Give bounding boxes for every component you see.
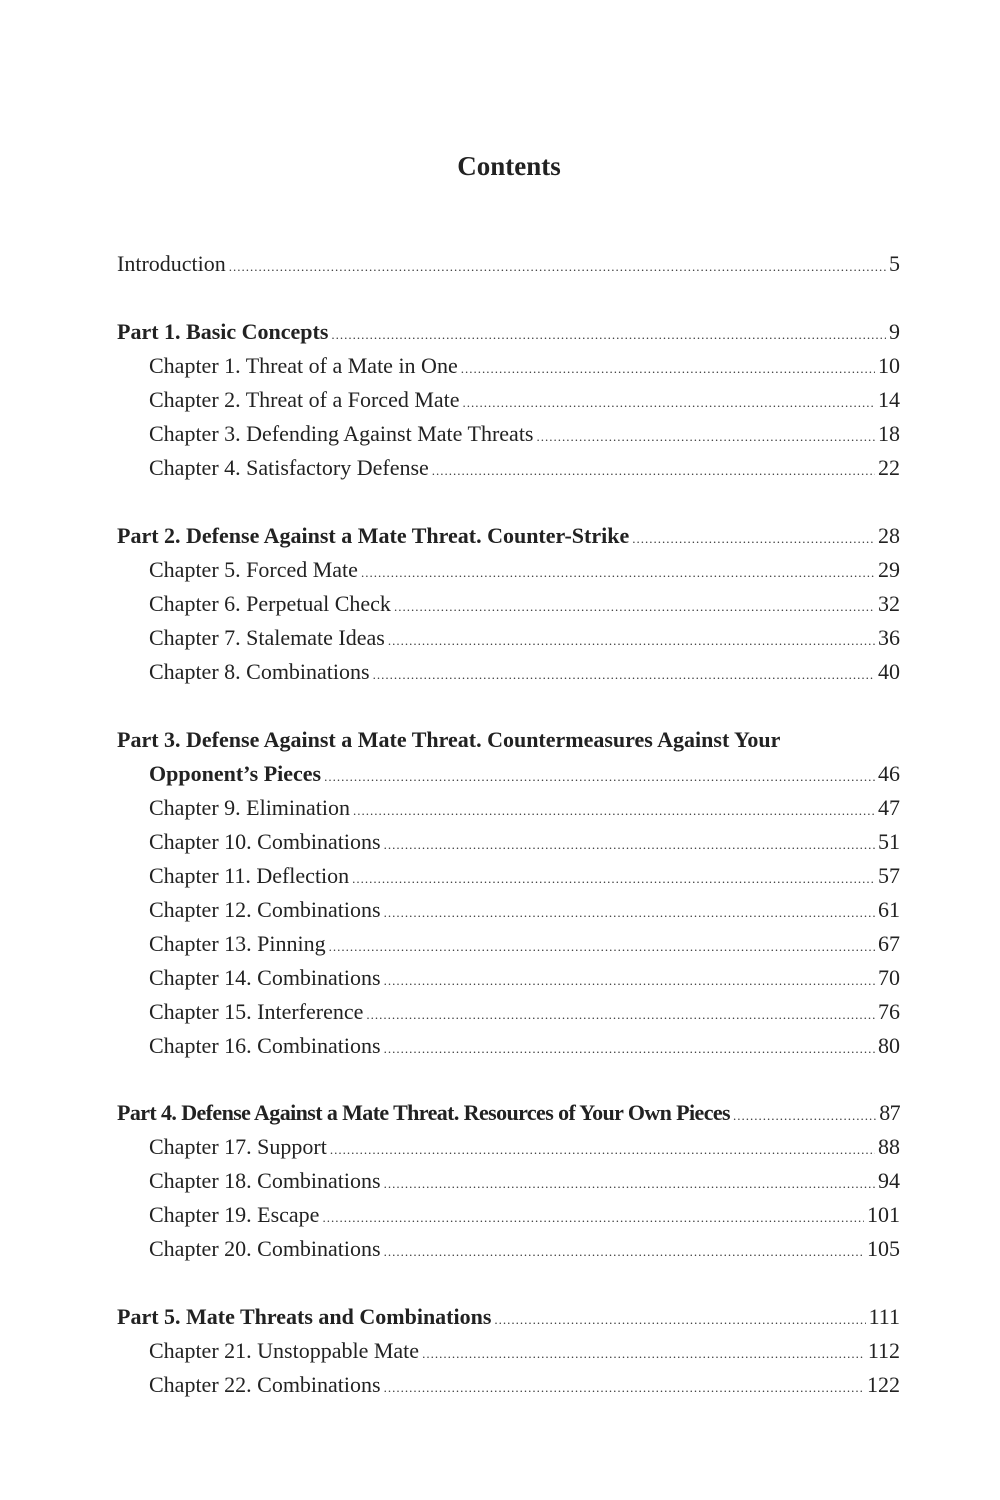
dot-leader (461, 352, 875, 386)
toc-chapter-label: Chapter 22. Combinations (149, 1372, 381, 1397)
toc-page-number: 47 (878, 795, 900, 820)
toc-chapter-label: Chapter 10. Combinations (149, 829, 381, 854)
toc-entry-introduction[interactable] (117, 247, 900, 281)
toc-page-number: 9 (889, 319, 900, 344)
dot-leader (422, 1337, 865, 1371)
dot-leader (432, 454, 875, 488)
toc-chapter-16[interactable] (149, 1029, 900, 1063)
dot-leader (494, 1303, 865, 1337)
toc-chapter-label: Chapter 9. Elimination (149, 795, 351, 820)
dot-leader (632, 522, 875, 556)
toc-chapter-label: Chapter 20. Combinations (149, 1236, 381, 1261)
toc-part-3-heading[interactable]: Part 3. Defense Against a Mate Threat. Countermeasures Against Your (117, 727, 781, 752)
toc-chapter-label: Chapter 3. Defending Against Mate Threats (149, 421, 534, 446)
toc-page-number: 10 (878, 353, 900, 378)
page-title: Contents (457, 151, 561, 181)
toc-chapter-label: Chapter 18. Combinations (149, 1168, 381, 1193)
toc-chapter-label: Chapter 12. Combinations (149, 897, 381, 922)
dot-leader (330, 1133, 875, 1167)
toc-chapter-2[interactable] (149, 383, 900, 417)
dot-leader (322, 1201, 864, 1235)
dot-leader (733, 1099, 876, 1133)
toc-chapter-8[interactable] (149, 655, 900, 689)
toc-chapter-label: Chapter 2. Threat of a Forced Mate (149, 387, 460, 412)
toc-chapter-label: Chapter 13. Pinning (149, 931, 326, 956)
toc-chapter-21[interactable] (149, 1334, 900, 1368)
dot-leader (384, 1371, 864, 1405)
toc-page-number: 22 (878, 455, 900, 480)
toc-chapter-15[interactable] (149, 995, 900, 1029)
toc-page-number: 18 (878, 421, 900, 446)
toc-chapter-label: Chapter 19. Escape (149, 1202, 320, 1227)
toc-chapter-20[interactable] (149, 1232, 900, 1266)
toc-chapter-label: Chapter 11. Deflection (149, 863, 350, 888)
toc-chapter-label: Chapter 7. Stalemate Ideas (149, 625, 385, 650)
toc-chapter-label: Chapter 21. Unstoppable Mate (149, 1338, 420, 1363)
toc-page-number: 36 (878, 625, 900, 650)
dot-leader (352, 862, 875, 896)
toc-chapter-label: Chapter 14. Combinations (149, 965, 381, 990)
toc-page-number: 101 (867, 1202, 900, 1227)
toc-chapter-1[interactable] (149, 349, 900, 383)
toc-chapter-13[interactable] (149, 927, 900, 961)
toc-page-number: 61 (878, 897, 900, 922)
toc-page-number: 87 (879, 1100, 900, 1125)
toc-page-number: 76 (878, 999, 900, 1024)
dot-leader (384, 1235, 864, 1269)
dot-leader (384, 896, 875, 930)
toc-chapter-10[interactable] (149, 825, 900, 859)
toc-part-3[interactable] (149, 757, 900, 791)
dot-leader (353, 794, 875, 828)
dot-leader (394, 590, 875, 624)
dot-leader (331, 318, 886, 352)
toc-chapter-14[interactable] (149, 961, 900, 995)
toc-chapter-4[interactable] (149, 451, 900, 485)
toc-part-label: Part 4. Defense Against a Mate Threat. Resources of Your Own Pieces (117, 1100, 730, 1125)
toc-page-number: 46 (878, 761, 900, 786)
toc-entry-label: Introduction (117, 251, 226, 276)
toc-chapter-9[interactable] (149, 791, 900, 825)
toc-page-number: 29 (878, 557, 900, 582)
toc-part-4[interactable] (117, 1096, 900, 1130)
dot-leader (373, 658, 875, 692)
toc-chapter-18[interactable] (149, 1164, 900, 1198)
toc-part-1[interactable] (117, 315, 900, 349)
toc-page-number: 105 (867, 1236, 900, 1261)
toc-page-number: 57 (878, 863, 900, 888)
toc-page-number: 67 (878, 931, 900, 956)
toc-page-number: 5 (889, 251, 900, 276)
toc-page-number: 28 (878, 523, 900, 548)
toc-chapter-label: Chapter 1. Threat of a Mate in One (149, 353, 458, 378)
dot-leader (329, 930, 875, 964)
dot-leader (384, 1032, 875, 1066)
dot-leader (537, 420, 876, 454)
toc-part-label: Opponent’s Pieces (149, 761, 322, 786)
toc-page-number: 70 (878, 965, 900, 990)
toc-chapter-label: Chapter 16. Combinations (149, 1033, 381, 1058)
toc-page-number: 88 (878, 1134, 900, 1159)
toc-chapter-label: Chapter 8. Combinations (149, 659, 370, 684)
toc-chapter-label: Chapter 15. Interference (149, 999, 364, 1024)
toc-part-2[interactable] (117, 519, 900, 553)
dot-leader (361, 556, 875, 590)
dot-leader (463, 386, 875, 420)
toc-part-label: Part 5. Mate Threats and Combinations (117, 1304, 492, 1329)
toc-page-number: 32 (878, 591, 900, 616)
toc-part-5[interactable] (117, 1300, 900, 1334)
toc-page-number: 111 (868, 1304, 900, 1329)
toc-chapter-label: Chapter 4. Satisfactory Defense (149, 455, 429, 480)
toc-page-number: 40 (878, 659, 900, 684)
toc-chapter-11[interactable] (149, 859, 900, 893)
dot-leader (384, 828, 875, 862)
toc-page-number: 51 (878, 829, 900, 854)
toc-chapter-19[interactable] (149, 1198, 900, 1232)
toc-chapter-5[interactable] (149, 553, 900, 587)
dot-leader (229, 250, 886, 284)
toc-page-number: 80 (878, 1033, 900, 1058)
dot-leader (384, 964, 875, 998)
toc-chapter-6[interactable] (149, 587, 900, 621)
toc-chapter-22[interactable] (149, 1368, 900, 1402)
dot-leader (366, 998, 875, 1032)
toc-page-number: 122 (867, 1372, 900, 1397)
toc-chapter-7[interactable] (149, 621, 900, 655)
toc-part-label: Part 1. Basic Concepts (117, 319, 329, 344)
dot-leader (324, 760, 875, 794)
toc-chapter-17[interactable] (149, 1130, 900, 1164)
toc-chapter-label: Chapter 6. Perpetual Check (149, 591, 391, 616)
toc-part-label: Part 2. Defense Against a Mate Threat. Counter-Strike (117, 523, 630, 548)
dot-leader (384, 1167, 875, 1201)
toc-chapter-label: Chapter 17. Support (149, 1134, 327, 1159)
dot-leader (388, 624, 875, 658)
toc-page-number: 94 (878, 1168, 900, 1193)
toc-page-number: 112 (867, 1338, 900, 1363)
toc-chapter-12[interactable] (149, 893, 900, 927)
toc-chapter-label: Chapter 5. Forced Mate (149, 557, 358, 582)
toc-chapter-3[interactable] (149, 417, 900, 451)
toc-page-number: 14 (878, 387, 900, 412)
